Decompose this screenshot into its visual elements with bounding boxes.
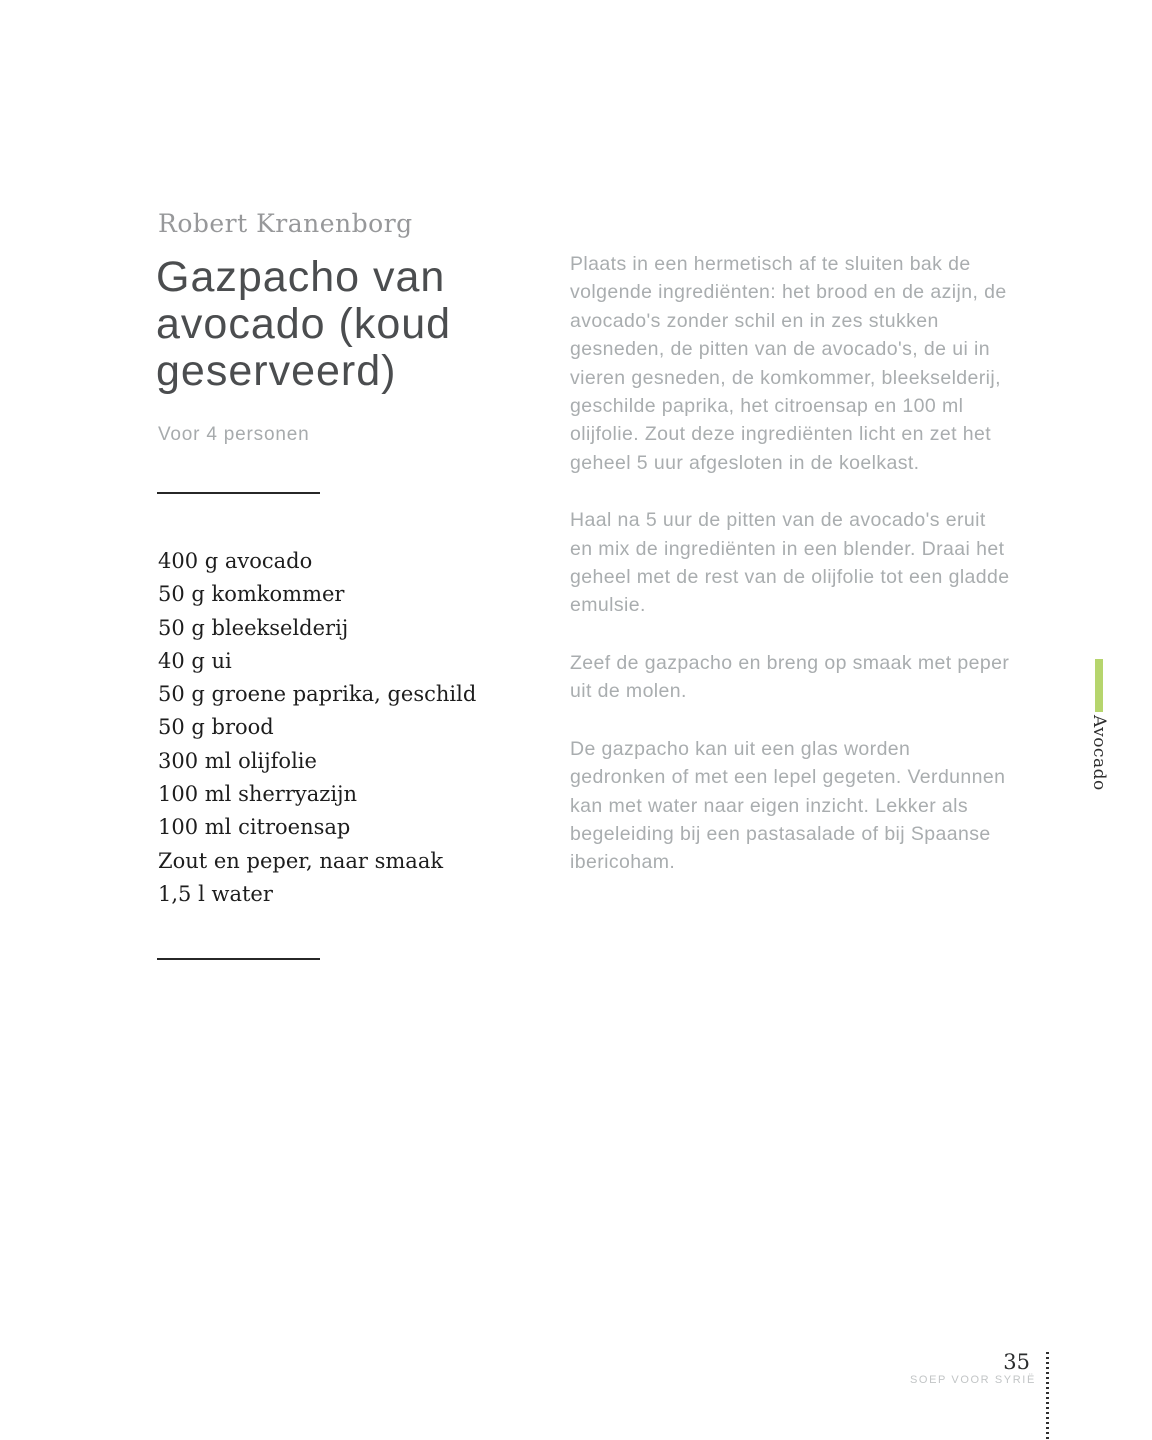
footer-dotted-line bbox=[1046, 1352, 1049, 1440]
author-name: Robert Kranenborg bbox=[158, 209, 413, 238]
divider-bottom bbox=[157, 958, 320, 960]
instruction-paragraph: Haal na 5 uur de pitten van de avocado's eruit en mix de ingrediënten in een blender. Draai het geheel met de rest van de olijfolie tot een gladde emulsie. bbox=[570, 509, 1010, 617]
recipe-title: Gazpacho van avocado (koud geserveerd) bbox=[156, 253, 452, 395]
ingredient-item: 50 g groene paprika, geschild bbox=[158, 682, 477, 707]
instruction-paragraph: De gazpacho kan uit een glas worden gedronken of met een lepel gegeten. Verdunnen kan met water naar eigen inzicht. Lekker als begeleiding bij een pastasalade of bij Spaanse ibericoham. bbox=[570, 737, 1006, 874]
instruction-paragraph: Zeef de gazpacho en breng op smaak met peper uit de molen. bbox=[570, 651, 1010, 703]
divider-top bbox=[157, 492, 320, 494]
ingredient-item: 300 ml olijfolie bbox=[158, 748, 317, 773]
ingredient-item: 100 ml citroensap bbox=[158, 815, 351, 840]
ingredient-item: Zout en peper, naar smaak bbox=[158, 848, 444, 873]
ingredient-item: 40 g ui bbox=[158, 648, 232, 673]
ingredient-item: 1,5 l water bbox=[158, 881, 273, 906]
book-title: SOEP VOOR SYRIË bbox=[910, 1374, 1036, 1386]
instruction-paragraph: Plaats in een hermetisch af te sluiten bak de volgende ingrediënten: het brood en de azijn, de avocado's zonder schil en in zes stukken gesneden, de pitten van de avocado's, de ui in vieren gesneden, de komkommer, bleekselderij, geschilde paprika, het citroensap en 100 ml olijfolie. Zout deze ingrediënten licht en zet het geheel 5 uur afgesloten in de koelkast. bbox=[570, 253, 1007, 474]
chapter-accent-bar bbox=[1095, 659, 1103, 712]
ingredient-item: 50 g bleekselderij bbox=[158, 615, 349, 640]
chapter-label: Avocado bbox=[1089, 715, 1109, 791]
ingredient-item: 50 g brood bbox=[158, 715, 274, 740]
ingredient-item: 400 g avocado bbox=[158, 549, 313, 573]
serves-label: Voor 4 personen bbox=[158, 424, 310, 445]
instructions-column bbox=[570, 250, 1010, 906]
ingredients-list bbox=[158, 545, 518, 911]
ingredient-item: 50 g komkommer bbox=[158, 582, 345, 607]
page-number: 35 bbox=[1003, 1350, 1030, 1374]
ingredient-item: 100 ml sherryazijn bbox=[158, 782, 358, 807]
